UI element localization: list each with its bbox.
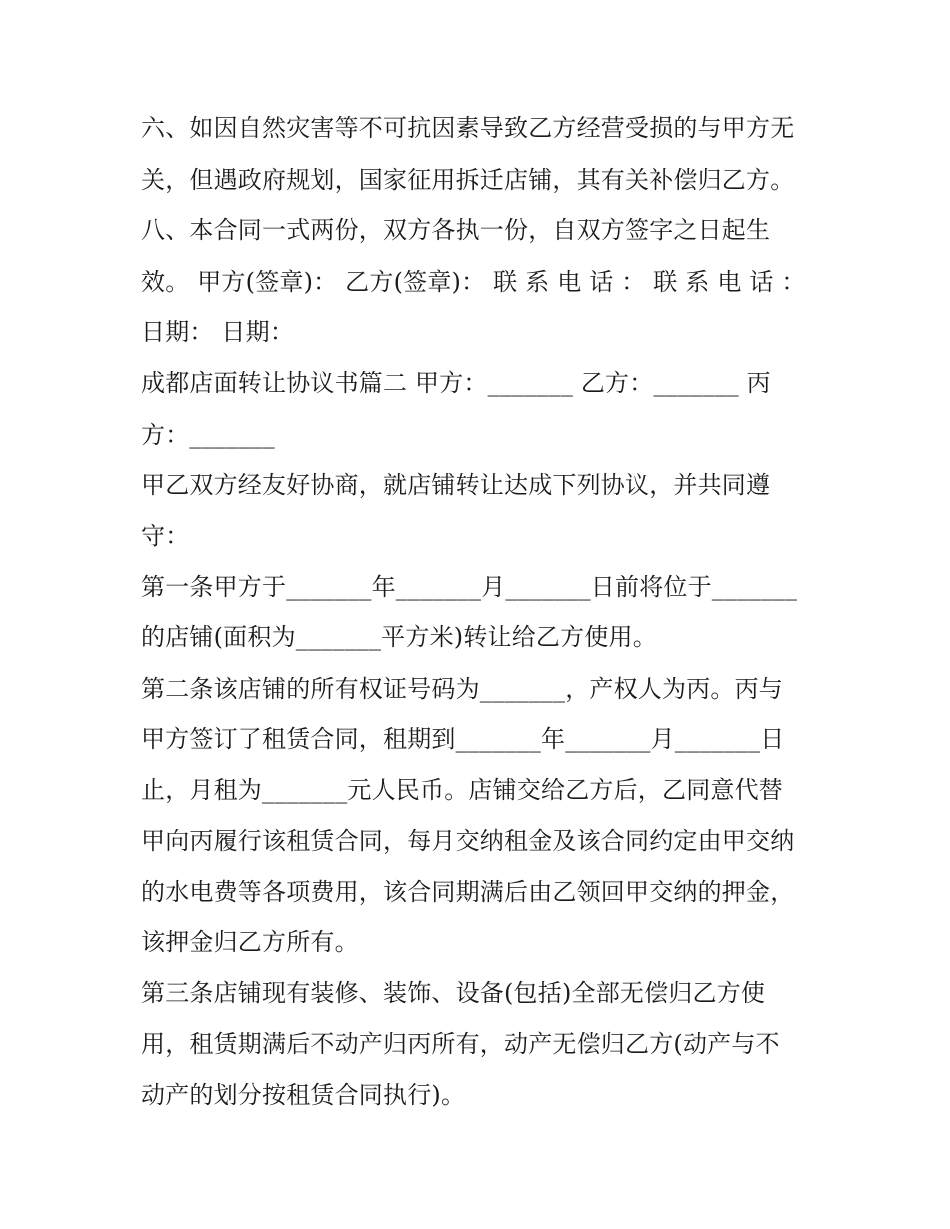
- text-line: 该押金归乙方所有。: [141, 928, 359, 956]
- text-line: 日期： 日期：: [141, 318, 295, 346]
- text-line: 关，但遇政府规划，国家征用拆迁店铺，其有关补偿归乙方。: [141, 166, 795, 194]
- text-line: 六、如因自然灾害等不可抗因素导致乙方经营受损的与甲方无: [141, 114, 795, 142]
- text-line: 的水电费等各项费用，该合同期满后由乙领回甲交纳的押金，: [141, 878, 795, 906]
- text-line: 动产的划分按租赁合同执行)。: [141, 1081, 466, 1109]
- text-line: 八、本合同一式两份，双方各执一份，自双方签字之日起生: [141, 216, 771, 244]
- text-line: 第三条店铺现有装修、装饰、设备(包括)全部无偿归乙方使: [141, 979, 766, 1007]
- text-line: 的店铺(面积为_______平方米)转让给乙方使用。: [141, 623, 657, 651]
- text-line: 第二条该店铺的所有权证号码为_______，产权人为丙。丙与: [141, 675, 783, 703]
- text-line: 甲向丙履行该租赁合同，每月交纳租金及该合同约定由甲交纳: [141, 827, 795, 855]
- text-line: 第一条甲方于_______年_______月_______日前将位于_______: [141, 573, 798, 601]
- text-line: 止，月租为_______元人民币。店铺交给乙方后，乙同意代替: [141, 776, 783, 804]
- text-line: 成都店面转让协议书篇二 甲方：_______ 乙方：_______ 丙: [141, 369, 771, 397]
- text-line: 效。 甲方(签章)： 乙方(签章)： 联 系 电 话 ： 联 系 电 话 ：: [141, 268, 806, 296]
- text-line: 用，租赁期满后不动产归丙所有，动产无偿归乙方(动产与不: [141, 1030, 780, 1058]
- text-line: 甲方签订了租赁合同，租期到_______年_______月_______日: [141, 725, 785, 753]
- text-line: 甲乙双方经友好协商，就店铺转让达成下列协议，并共同遵: [141, 471, 771, 499]
- text-line: 方：_______: [141, 421, 275, 449]
- text-line: 守：: [141, 522, 190, 550]
